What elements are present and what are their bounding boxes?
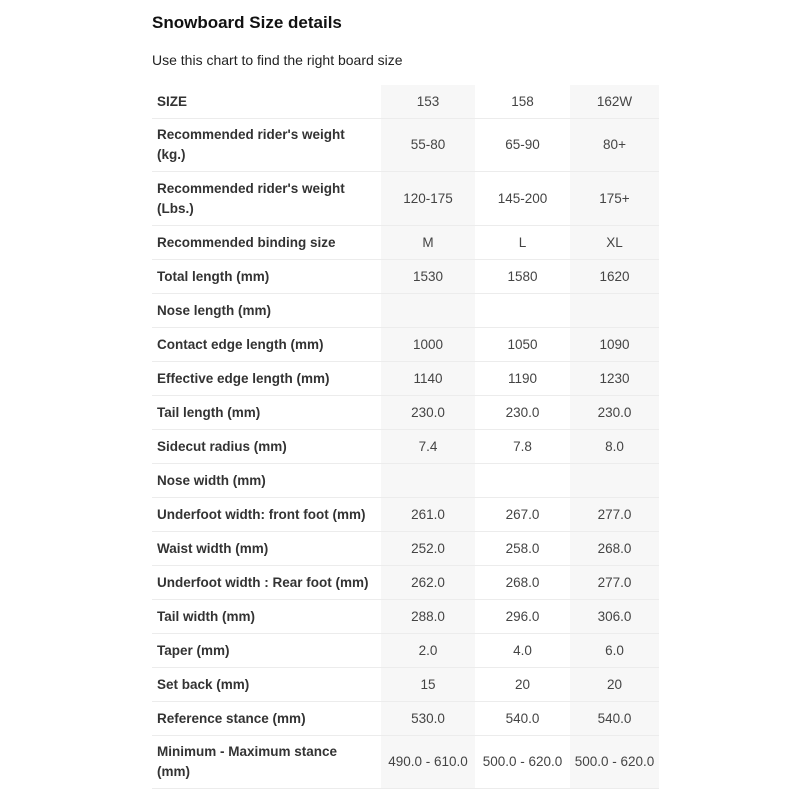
row-label: Recommended binding size [152,226,381,260]
row-value: 20 [475,668,570,702]
size-table [152,85,659,789]
row-value: XL [570,226,659,260]
header-size-153: 153 [381,85,475,119]
row-value: 7.8 [475,430,570,464]
row-label: Underfoot width: front foot (mm) [152,498,381,532]
row-value: 8.0 [570,430,659,464]
row-value: 306.0 [570,600,659,634]
row-value: 530.0 [381,702,475,736]
table-row [152,396,659,430]
row-value: 490.0 - 610.0 [381,736,475,789]
row-value: 1190 [475,362,570,396]
row-value [570,464,659,498]
table-row [152,294,659,328]
table-row [152,328,659,362]
row-value: 268.0 [570,532,659,566]
table-row [152,464,659,498]
header-size-158: 158 [475,85,570,119]
size-table-body [152,85,659,789]
row-value: 145-200 [475,172,570,226]
row-value: 2.0 [381,634,475,668]
row-value [381,464,475,498]
row-value: 500.0 - 620.0 [570,736,659,789]
row-value: 1620 [570,260,659,294]
row-value: 1530 [381,260,475,294]
table-row [152,226,659,260]
row-value: 175+ [570,172,659,226]
row-value: 15 [381,668,475,702]
row-value: 277.0 [570,566,659,600]
row-value: 540.0 [570,702,659,736]
row-value: 296.0 [475,600,570,634]
table-row [152,362,659,396]
row-label: Total length (mm) [152,260,381,294]
row-label: Nose length (mm) [152,294,381,328]
row-label: Effective edge length (mm) [152,362,381,396]
table-row [152,600,659,634]
row-label: Recommended rider's weight (kg.) [152,119,381,172]
row-value: 1090 [570,328,659,362]
row-value: 277.0 [570,498,659,532]
row-value: 1230 [570,362,659,396]
row-value: 65-90 [475,119,570,172]
row-value: L [475,226,570,260]
row-value: M [381,226,475,260]
table-row [152,668,659,702]
row-label: Tail width (mm) [152,600,381,634]
row-label: Tail length (mm) [152,396,381,430]
row-label: Nose width (mm) [152,464,381,498]
page-subtitle: Use this chart to find the right board size [152,52,403,68]
size-table-container [152,85,659,789]
table-row [152,634,659,668]
table-row [152,172,659,226]
row-value: 268.0 [475,566,570,600]
row-label: Sidecut radius (mm) [152,430,381,464]
header-label: SIZE [152,85,381,119]
row-value: 261.0 [381,498,475,532]
row-value: 120-175 [381,172,475,226]
row-value: 55-80 [381,119,475,172]
table-row [152,498,659,532]
row-value: 500.0 - 620.0 [475,736,570,789]
row-label: Contact edge length (mm) [152,328,381,362]
row-value: 267.0 [475,498,570,532]
row-value [381,294,475,328]
row-value: 1050 [475,328,570,362]
table-row [152,566,659,600]
table-row [152,260,659,294]
table-row [152,532,659,566]
table-header-row [152,85,659,119]
row-label: Set back (mm) [152,668,381,702]
table-row [152,119,659,172]
row-label: Minimum - Maximum stance (mm) [152,736,381,789]
row-value: 1580 [475,260,570,294]
row-value: 230.0 [570,396,659,430]
row-value: 252.0 [381,532,475,566]
row-value: 7.4 [381,430,475,464]
row-label: Reference stance (mm) [152,702,381,736]
page-title: Snowboard Size details [152,13,342,32]
row-value: 288.0 [381,600,475,634]
table-row [152,430,659,464]
row-value: 230.0 [381,396,475,430]
row-value: 80+ [570,119,659,172]
row-value: 1140 [381,362,475,396]
row-value: 262.0 [381,566,475,600]
row-value [475,294,570,328]
row-value: 1000 [381,328,475,362]
row-value: 230.0 [475,396,570,430]
table-row [152,702,659,736]
row-value: 20 [570,668,659,702]
row-label: Waist width (mm) [152,532,381,566]
row-value: 258.0 [475,532,570,566]
row-label: Recommended rider's weight (Lbs.) [152,172,381,226]
row-value [475,464,570,498]
table-row [152,736,659,789]
row-value: 6.0 [570,634,659,668]
row-value: 540.0 [475,702,570,736]
row-label: Taper (mm) [152,634,381,668]
header-size-162w: 162W [570,85,659,119]
row-value [570,294,659,328]
row-value: 4.0 [475,634,570,668]
row-label: Underfoot width : Rear foot (mm) [152,566,381,600]
